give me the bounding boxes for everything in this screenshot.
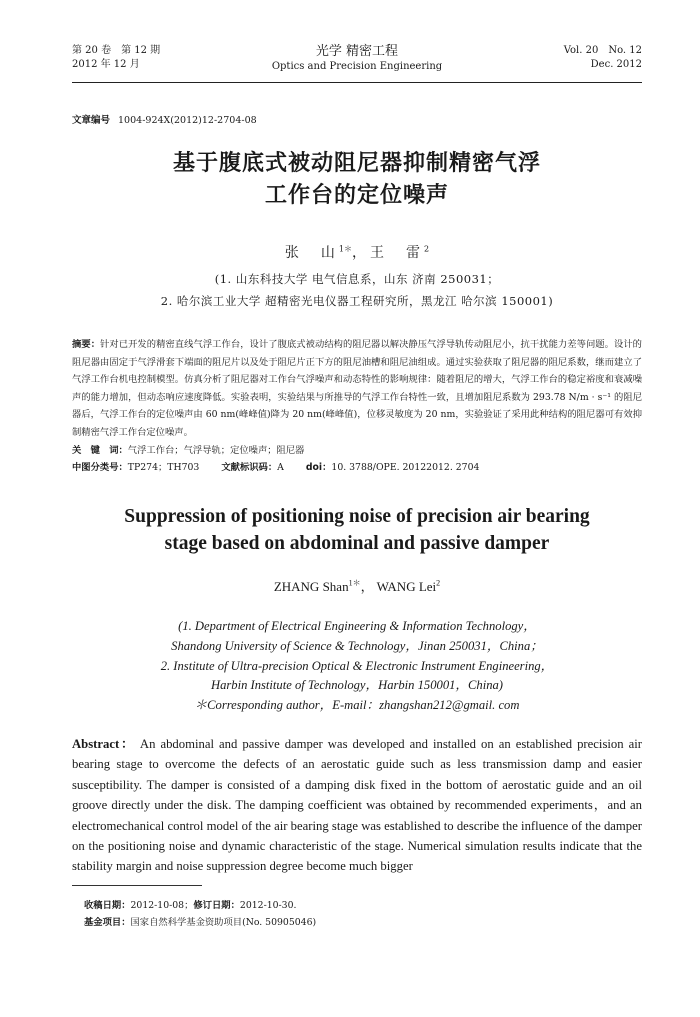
title-cn	[72, 148, 642, 212]
classification-cn	[72, 460, 642, 476]
header-date-cn: 2012 年 12 月	[72, 59, 140, 70]
affiliations-cn	[72, 268, 642, 312]
fund-value: 国家自然科学基金资助项目(No. 50905046)	[130, 917, 317, 928]
affiliation-en-3: 2. Institute of Ultra-precision Optical & Electronic Instrument Engineering，	[160, 658, 554, 673]
title-cn-line2: 工作台的定位噪声	[264, 183, 449, 208]
affiliation-cn-1: (1. 山东科技大学 电气信息系，山东 济南 250031；	[214, 272, 500, 286]
code-label: 文献标识码：	[221, 462, 278, 473]
abstract-cn-label: 摘要：	[72, 339, 101, 350]
journal-name-cn: 光学 精密工程	[315, 44, 399, 59]
footnote	[84, 897, 642, 931]
header-rule	[72, 82, 642, 83]
affiliation-cn-2: 2. 哈尔滨工业大学 超精密光电仪器工程研究所，黑龙江 哈尔滨 150001)	[160, 294, 554, 308]
affiliation-en-4: Harbin Institute of Technology，Harbin 150001，China)	[211, 678, 503, 693]
author2-en-sup: 2	[436, 578, 441, 588]
author2-cn: 王 雷	[370, 245, 424, 261]
article-number-value: 1004-924X(2012)12-2704-08	[118, 115, 257, 126]
affiliations-en	[72, 617, 642, 716]
revised-label: 修订日期：	[193, 900, 240, 911]
corresponding-author: ＊Corresponding author，E-mail：zhangshan212@gmail. com	[194, 698, 520, 713]
abstract-en-text: An abdominal and passive damper was developed and installed on an established precision air bearing stage to overcome the defects of an aerostatic guide such as less transmission damp and easier susceptibility. The damper is consisted of a damping disk fixed in the bottom of aerostatic guide and an oil groove directly under the disk. The damping coefficient was obtained by recommended experiments，and an electromechanical control model of the air bearing stage was established to describe the influence of the damper on the positioning noise and dynamic characteristic of the stage. Numerical simulation results indicate that the stability margin and noise suppression degree become much bigger	[72, 737, 642, 874]
header-volume-cn: 第 20 卷 第 12 期	[72, 45, 161, 56]
abstract-cn	[72, 336, 642, 442]
author-sep-cn: ，	[352, 245, 370, 261]
journal-name-en: Optics and Precision Engineering	[271, 61, 443, 72]
title-en-line1: Suppression of positioning noise of precision air bearing	[124, 506, 590, 527]
clc-value: TP274；TH703	[127, 462, 200, 473]
footnote-fund	[84, 914, 642, 931]
affiliation-en-1: (1. Department of Electrical Engineering & Information Technology，	[178, 619, 536, 633]
received-label: 收稿日期：	[84, 900, 131, 911]
header-date-en: Dec. 2012	[590, 59, 642, 70]
footnote-dates	[84, 897, 642, 914]
header-center	[72, 44, 642, 74]
abstract-en-label: Abstract：	[72, 737, 136, 751]
code-value: A	[277, 462, 284, 473]
article-number	[72, 112, 257, 126]
author1-cn-sup: 1＊	[338, 244, 352, 254]
header-volume-en: Vol. 20 No. 12	[563, 45, 642, 56]
header-right	[564, 44, 642, 72]
author1-en-sup: 1＊	[348, 578, 361, 588]
doi-value: 10. 3788/OPE. 20122012. 2704	[331, 462, 480, 473]
keywords-cn-text: 气浮工作台；气浮导轨；定位噪声；阻尼器	[127, 445, 305, 456]
keywords-cn	[72, 443, 642, 459]
doi-label: doi：	[305, 462, 332, 473]
article-number-label: 文章编号	[72, 115, 111, 126]
received-value: 2012-10-08；	[130, 900, 194, 911]
affiliation-en-2: Shandong University of Science & Technology，Jinan 250031，China；	[171, 638, 543, 653]
author1-en: ZHANG Shan	[273, 579, 349, 594]
footnote-rule	[72, 885, 202, 886]
author2-en: WANG Lei	[376, 579, 437, 594]
title-cn-line1: 基于腹底式被动阻尼器抑制精密气浮	[172, 151, 541, 176]
title-en	[72, 503, 642, 557]
title-en-line2: stage based on abdominal and passive damper	[164, 533, 550, 554]
author1-cn: 张 山	[284, 245, 339, 261]
running-header	[72, 44, 642, 80]
author-sep-en: ，	[360, 579, 377, 594]
fund-label: 基金项目：	[84, 917, 131, 928]
keywords-cn-label: 关 键 词：	[72, 445, 128, 456]
clc-label: 中图分类号：	[72, 462, 128, 473]
revised-value: 2012-10-30.	[239, 900, 297, 911]
abstract-en	[72, 734, 642, 877]
authors-en	[72, 576, 642, 595]
author2-cn-sup: 2	[424, 244, 430, 254]
authors-cn	[72, 242, 642, 262]
abstract-cn-text: 针对已开发的精密直线气浮工作台，设计了腹底式被动结构的阻尼器以解决静压气浮导轨传动阻尼小，抗干扰能力差等问题。设计的阻尼器由固定于气浮滑套下端面的阻尼片以及处于阻尼片正下方的阻尼油槽和阻尼油组成。通过实验获取了阻尼器的阻尼系数，继而建立了气浮工作台机电控制模型。仿真分析了阻尼器对工作台气浮噪声和动态特性的影响规律：随着阻尼的增大，气浮工作台的稳定裕度和衰减噪声的能力增加，但动态响应速度降低。实验表明，实验结果与所推导的气浮工作台特性一致，且增加阻尼系数为 293.78 N/m · s⁻¹ 的阻尼器后，气浮工作台的定位噪声由 60 nm(峰峰值)降为 20 nm(峰峰值)，位移灵敏度为 20 nm，实验验证了采用此种结构的阻尼器可有效抑制精密气浮工作台定位噪声。	[72, 339, 642, 438]
